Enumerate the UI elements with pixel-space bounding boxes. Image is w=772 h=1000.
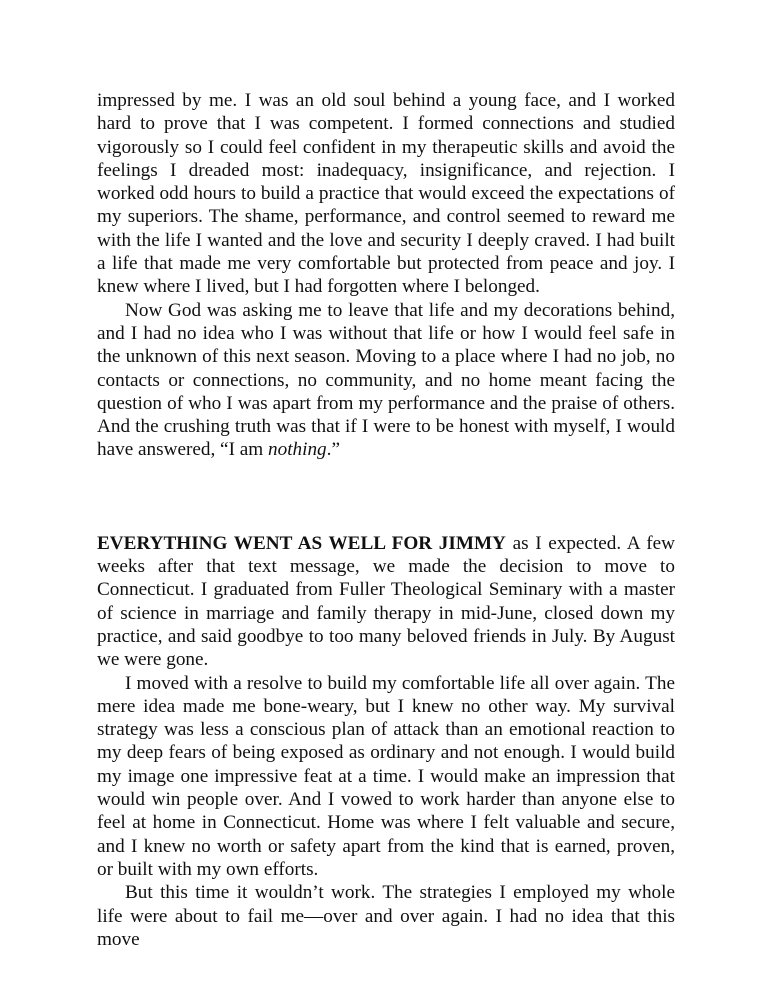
paragraph-this-time: But this time it wouldn’t work. The strategies I employed my whole life were about to fail me—over and over again. I had no idea that this move xyxy=(97,882,675,950)
book-page xyxy=(97,89,675,951)
paragraph-everything-went xyxy=(97,532,675,672)
paragraph-impressed: impressed by me. I was an old soul behind a young face, and I worked hard to prove that I was competent. I formed connections and studied vigorously so I could feel confident in my therapeutic skills and avoid the feelings I dreaded most: inadequacy, insignificance, and rejection. I worked odd hours to build a practice that would exceed the expectations of my superiors. The shame, performance, and control seemed to reward me with the life I wanted and the love and security I deeply craved. I had built a life that made me very comfortable but protected from peace and joy. I knew where I lived, but I had forgotten where I belonged. xyxy=(97,90,675,298)
paragraph-everything-went-text: as I expected. A few weeks after that text message, we made the decision to move to Connecticut. I graduated from Fuller Theological Seminary with a master of science in marriage and family therapy in mid-June, closed down my practice, and said goodbye to too many beloved friends in July. By August we were gone. xyxy=(97,532,675,671)
paragraph-leave-life-end: .” xyxy=(326,439,340,461)
paragraph-leave-life xyxy=(97,299,675,462)
paragraph-leave-life-text: Now God was asking me to leave that life and my decorations behind, and I had no idea who I was without that life or how I would feel safe in the unknown of this next season. Moving to a place where I had no job, no contacts or connections, no community, and no home meant facing the question of who I was apart from my performance and the praise of others. And the crushing truth was that if I were to be honest with myself, I would have answered, “I am xyxy=(97,299,675,461)
section-lead-in: EVERYTHING WENT AS WELL FOR JIMMY xyxy=(97,532,506,554)
paragraph-moved-resolve: I moved with a resolve to build my comfortable life all over again. The mere idea made me bone-weary, but I knew no other way. My survival strategy was less a conscious plan of attack than an emotional reaction to my deep fears of being exposed as ordinary and not enough. I would build my image one impressive feat at a time. I would make an impression that would win people over. And I vowed to work harder than anyone else to feel at home in Connecticut. Home was where I felt valuable and secure, and I knew no worth or safety apart from the kind that is earned, proven, or built with my own efforts. xyxy=(97,672,675,880)
section-break xyxy=(97,462,675,532)
emphasis-nothing: nothing xyxy=(268,439,327,461)
